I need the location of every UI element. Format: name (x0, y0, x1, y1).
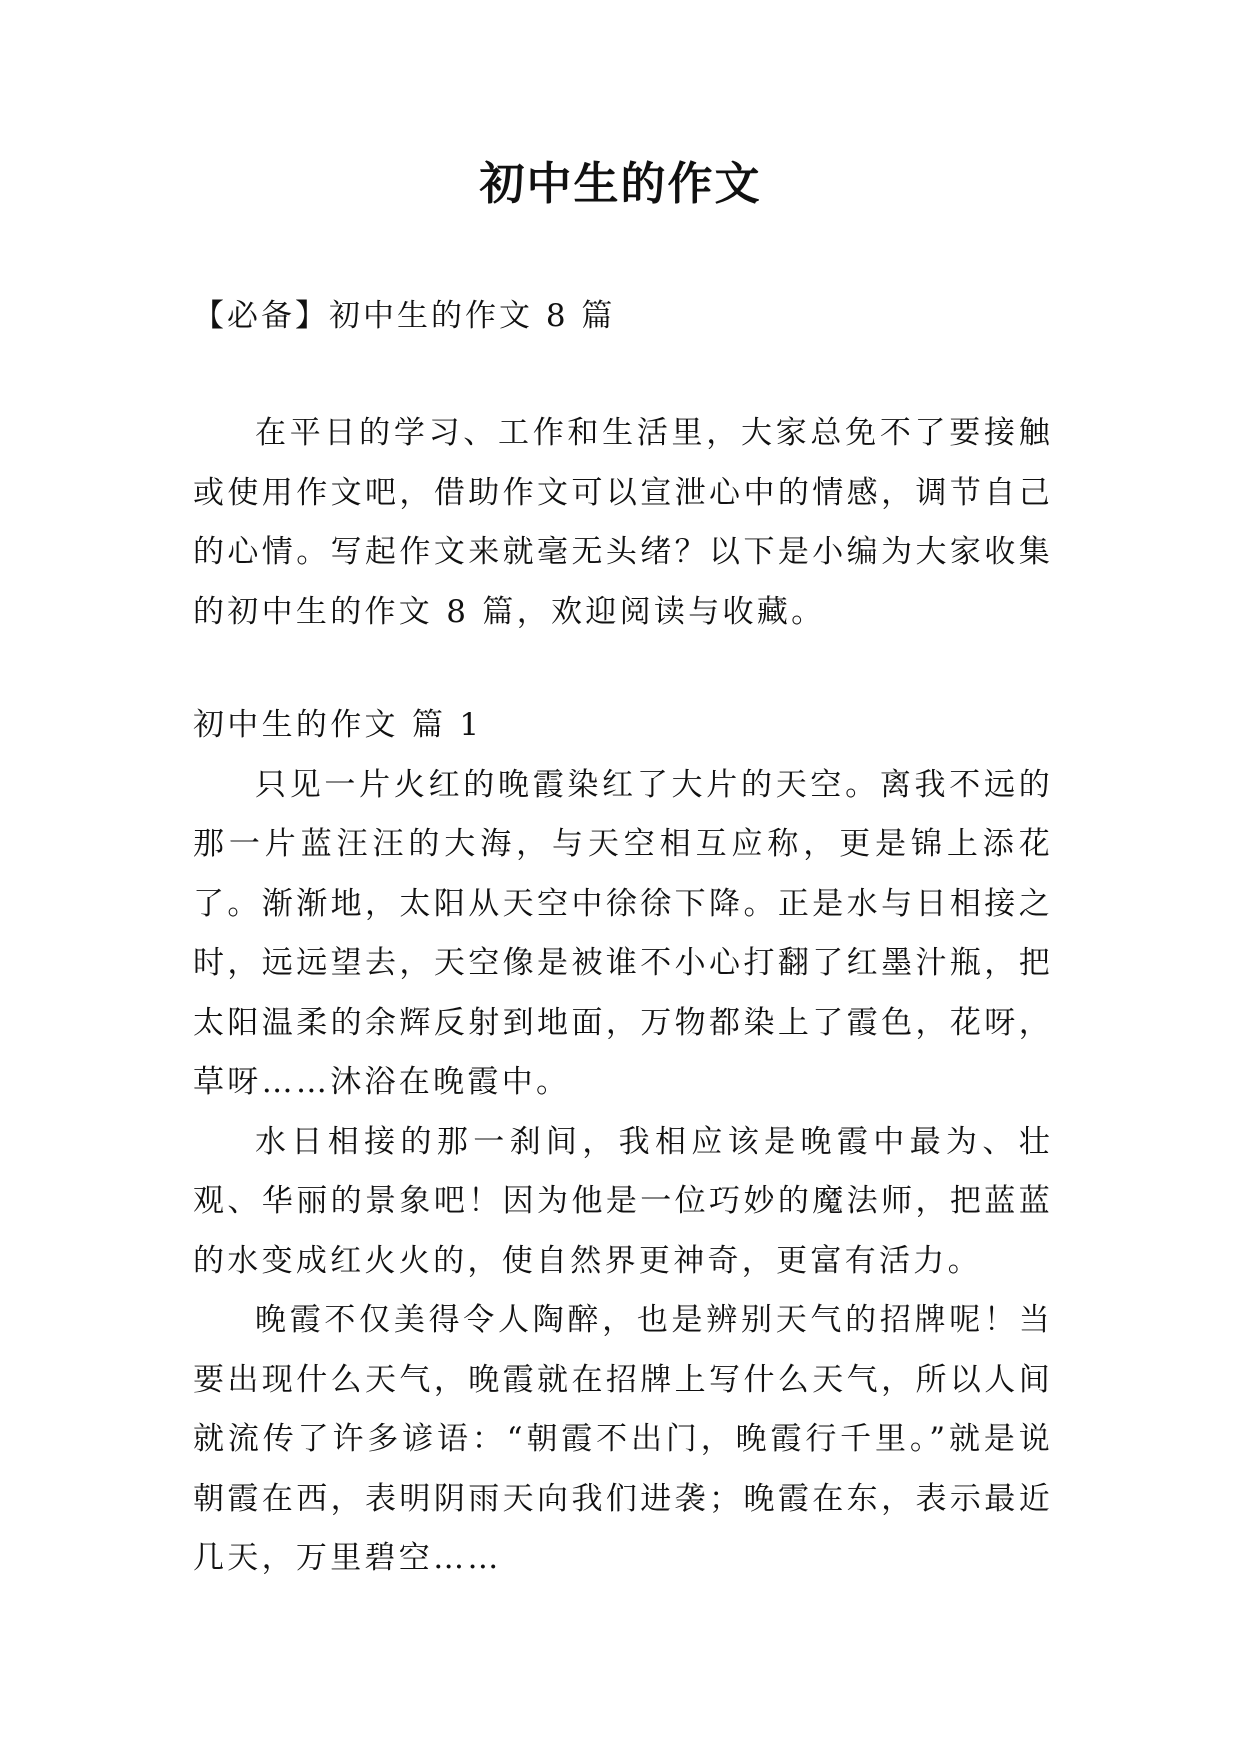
intro-paragraph: 在平日的学习、工作和生活里，大家总免不了要接触或使用作文吧，借助作文可以宣泄心中的情感，调节自己的心情。写起作文来就毫无头绪？以下是小编为大家收集的初中生的作文 8 篇，欢迎阅读与收藏。 (193, 415, 1053, 630)
section-heading: 初中生的作文 篇 1 (193, 707, 483, 743)
section-paragraph-1: 只见一片火红的晚霞染红了大片的天空。离我不远的那一片蓝汪汪的大海，与天空相互应称，更是锦上添花了。渐渐地，太阳从天空中徐徐下降。正是水与日相接之时，远远望去，天空像是被谁不小心打翻了红墨汁瓶，把太阳温柔的余辉反射到地面，万物都染上了霞色，花呀，草呀……沐浴在晚霞中。 (193, 766, 1053, 1100)
intro-section (193, 404, 1053, 642)
document-title: 初中生的作文 (479, 157, 762, 210)
section-paragraph-3: 晚霞不仅美得令人陶醉，也是辨别天气的招牌呢！当要出现什么天气，晚霞就在招牌上写什么天气，所以人间就流传了许多谚语：“朝霞不出门，晚霞行千里。”就是说朝霞在西，表明阴雨天向我们进袭；晚霞在东，表示最近几天，万里碧空…… (193, 1302, 1053, 1576)
section-paragraph-2: 水日相接的那一刹间，我相应该是晚霞中最为、壮观、华丽的景象吧！因为他是一位巧妙的魔法师，把蓝蓝的水变成红火火的，使自然界更神奇，更富有活力。 (193, 1123, 1053, 1279)
essay-section-1 (193, 696, 1053, 1589)
document-subtitle: 【必备】初中生的作文 8 篇 (193, 298, 616, 334)
